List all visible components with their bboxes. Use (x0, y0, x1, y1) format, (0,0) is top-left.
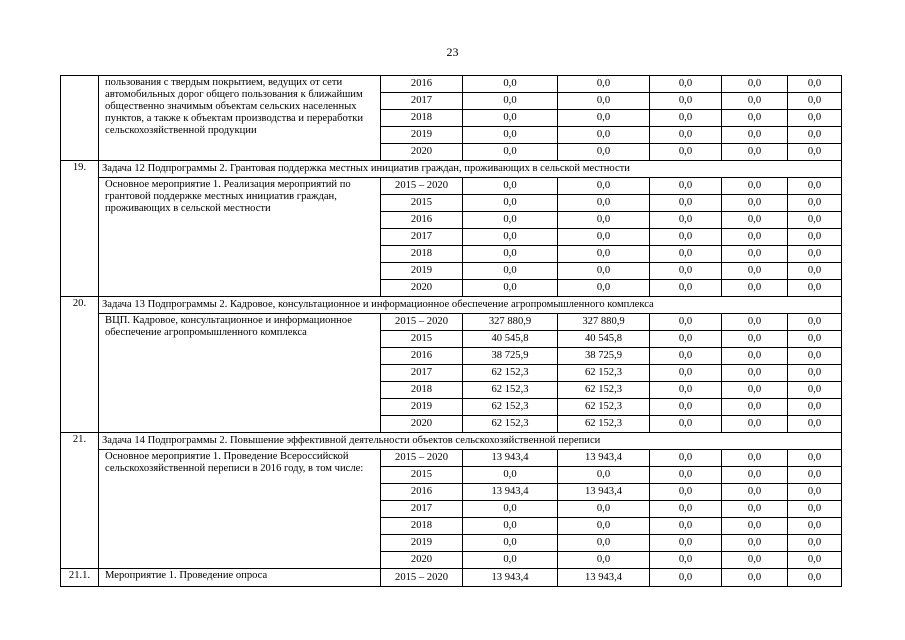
value-cell-2: 0,0 (558, 212, 650, 229)
value-cell-4: 0,0 (722, 501, 788, 518)
value-cell-2: 62 152,3 (558, 365, 650, 382)
value-cell-1: 40 545,8 (463, 331, 558, 348)
value-cell-1: 13 943,4 (463, 484, 558, 501)
year-cell: 2018 (381, 518, 463, 535)
value-cell-2: 0,0 (558, 280, 650, 297)
value-cell-3: 0,0 (650, 280, 722, 297)
value-cell-5: 0,0 (788, 552, 842, 569)
value-cell-4: 0,0 (722, 569, 788, 587)
value-cell-5: 0,0 (788, 195, 842, 212)
value-cell-1: 13 943,4 (463, 450, 558, 467)
value-cell-5: 0,0 (788, 212, 842, 229)
value-cell-3: 0,0 (650, 246, 722, 263)
value-cell-2: 0,0 (558, 195, 650, 212)
value-cell-5: 0,0 (788, 518, 842, 535)
value-cell-2: 0,0 (558, 263, 650, 280)
value-cell-4: 0,0 (722, 416, 788, 433)
value-cell-4: 0,0 (722, 76, 788, 93)
value-cell-5: 0,0 (788, 246, 842, 263)
value-cell-2: 38 725,9 (558, 348, 650, 365)
measure-name-cell: ВЦП. Кадровое, консультационное и информационное обеспечение агропромышленного комплекса (99, 314, 381, 433)
value-cell-4: 0,0 (722, 110, 788, 127)
year-cell: 2015 – 2020 (381, 450, 463, 467)
year-cell: 2015 (381, 331, 463, 348)
year-cell: 2018 (381, 110, 463, 127)
value-cell-2: 13 943,4 (558, 450, 650, 467)
value-cell-5: 0,0 (788, 348, 842, 365)
year-cell: 2019 (381, 263, 463, 280)
value-cell-5: 0,0 (788, 178, 842, 195)
value-cell-5: 0,0 (788, 110, 842, 127)
value-cell-4: 0,0 (722, 450, 788, 467)
value-cell-1: 0,0 (463, 127, 558, 144)
value-cell-4: 0,0 (722, 195, 788, 212)
value-cell-4: 0,0 (722, 212, 788, 229)
value-cell-2: 0,0 (558, 467, 650, 484)
value-cell-3: 0,0 (650, 76, 722, 93)
value-cell-3: 0,0 (650, 501, 722, 518)
year-cell: 2018 (381, 246, 463, 263)
value-cell-3: 0,0 (650, 93, 722, 110)
value-cell-1: 62 152,3 (463, 365, 558, 382)
value-cell-1: 13 943,4 (463, 569, 558, 587)
section-number-cell: 20. (61, 297, 99, 433)
value-cell-5: 0,0 (788, 484, 842, 501)
measure-name-cell: Основное мероприятие 1. Проведение Всероссийской сельскохозяйственной переписи в 2016 году, в том числе: (99, 450, 381, 569)
value-cell-5: 0,0 (788, 76, 842, 93)
year-cell: 2015 (381, 467, 463, 484)
value-cell-1: 62 152,3 (463, 416, 558, 433)
measure-name-cell: Мероприятие 1. Проведение опроса (99, 569, 381, 587)
value-cell-3: 0,0 (650, 399, 722, 416)
value-cell-5: 0,0 (788, 144, 842, 161)
value-cell-5: 0,0 (788, 535, 842, 552)
table-row (61, 569, 842, 587)
value-cell-2: 0,0 (558, 552, 650, 569)
value-cell-4: 0,0 (722, 93, 788, 110)
value-cell-3: 0,0 (650, 552, 722, 569)
table-row (61, 178, 842, 195)
value-cell-5: 0,0 (788, 263, 842, 280)
value-cell-5: 0,0 (788, 365, 842, 382)
value-cell-5: 0,0 (788, 314, 842, 331)
value-cell-1: 0,0 (463, 212, 558, 229)
value-cell-3: 0,0 (650, 110, 722, 127)
year-cell: 2015 – 2020 (381, 178, 463, 195)
year-cell: 2019 (381, 127, 463, 144)
value-cell-4: 0,0 (722, 280, 788, 297)
value-cell-1: 62 152,3 (463, 382, 558, 399)
value-cell-2: 0,0 (558, 246, 650, 263)
value-cell-5: 0,0 (788, 331, 842, 348)
value-cell-2: 0,0 (558, 144, 650, 161)
value-cell-5: 0,0 (788, 280, 842, 297)
value-cell-2: 0,0 (558, 127, 650, 144)
value-cell-3: 0,0 (650, 229, 722, 246)
measure-name-cell: пользования с твердым покрытием, ведущих от сети автомобильных дорог общего пользования к ближайшим общественно значимым объектам сельских населенных пунктов, а также к объектам производства и переработки сельскохозяйственной продукции (99, 76, 381, 161)
section-number-cell: 19. (61, 161, 99, 297)
value-cell-5: 0,0 (788, 399, 842, 416)
value-cell-4: 0,0 (722, 127, 788, 144)
year-cell: 2020 (381, 144, 463, 161)
value-cell-4: 0,0 (722, 399, 788, 416)
value-cell-3: 0,0 (650, 331, 722, 348)
value-cell-1: 0,0 (463, 552, 558, 569)
value-cell-1: 0,0 (463, 518, 558, 535)
value-cell-4: 0,0 (722, 144, 788, 161)
value-cell-5: 0,0 (788, 229, 842, 246)
value-cell-2: 0,0 (558, 110, 650, 127)
value-cell-5: 0,0 (788, 450, 842, 467)
value-cell-3: 0,0 (650, 314, 722, 331)
value-cell-1: 0,0 (463, 246, 558, 263)
year-cell: 2020 (381, 280, 463, 297)
value-cell-1: 0,0 (463, 93, 558, 110)
year-cell: 2020 (381, 416, 463, 433)
value-cell-2: 0,0 (558, 229, 650, 246)
year-cell: 2019 (381, 399, 463, 416)
value-cell-1: 62 152,3 (463, 399, 558, 416)
value-cell-4: 0,0 (722, 263, 788, 280)
table-row (61, 76, 842, 93)
value-cell-2: 0,0 (558, 76, 650, 93)
value-cell-3: 0,0 (650, 535, 722, 552)
value-cell-4: 0,0 (722, 229, 788, 246)
value-cell-4: 0,0 (722, 348, 788, 365)
value-cell-2: 0,0 (558, 501, 650, 518)
value-cell-4: 0,0 (722, 382, 788, 399)
year-cell: 2015 (381, 195, 463, 212)
value-cell-4: 0,0 (722, 484, 788, 501)
value-cell-3: 0,0 (650, 416, 722, 433)
row-number-cell: 21.1. (61, 569, 99, 587)
measure-name-cell: Основное мероприятие 1. Реализация мероприятий по грантовой поддержке местных инициатив граждан, проживающих в сельской местности (99, 178, 381, 297)
value-cell-5: 0,0 (788, 382, 842, 399)
value-cell-1: 0,0 (463, 263, 558, 280)
year-cell: 2016 (381, 484, 463, 501)
value-cell-4: 0,0 (722, 535, 788, 552)
year-cell: 2017 (381, 501, 463, 518)
value-cell-4: 0,0 (722, 314, 788, 331)
value-cell-2: 13 943,4 (558, 569, 650, 587)
value-cell-2: 62 152,3 (558, 399, 650, 416)
task-title-cell: Задача 12 Подпрограммы 2. Грантовая поддержка местных инициатив граждан, проживающих в сельской местности (99, 161, 842, 178)
value-cell-3: 0,0 (650, 365, 722, 382)
year-cell: 2018 (381, 382, 463, 399)
value-cell-2: 13 943,4 (558, 484, 650, 501)
value-cell-2: 0,0 (558, 535, 650, 552)
task-title-cell: Задача 14 Подпрограммы 2. Повышение эффективной деятельности объектов сельскохозяйственной переписи (99, 433, 842, 450)
value-cell-1: 0,0 (463, 467, 558, 484)
value-cell-3: 0,0 (650, 484, 722, 501)
value-cell-1: 0,0 (463, 110, 558, 127)
value-cell-1: 0,0 (463, 195, 558, 212)
budget-table (60, 75, 842, 587)
value-cell-5: 0,0 (788, 416, 842, 433)
value-cell-3: 0,0 (650, 127, 722, 144)
value-cell-1: 0,0 (463, 229, 558, 246)
value-cell-3: 0,0 (650, 467, 722, 484)
table-row (61, 450, 842, 467)
year-cell: 2020 (381, 552, 463, 569)
value-cell-5: 0,0 (788, 501, 842, 518)
year-cell: 2017 (381, 365, 463, 382)
value-cell-5: 0,0 (788, 467, 842, 484)
value-cell-4: 0,0 (722, 552, 788, 569)
row-number-cell (61, 76, 99, 161)
year-cell: 2016 (381, 348, 463, 365)
task-row (61, 161, 842, 178)
value-cell-3: 0,0 (650, 144, 722, 161)
year-cell: 2015 – 2020 (381, 569, 463, 587)
value-cell-4: 0,0 (722, 331, 788, 348)
value-cell-1: 0,0 (463, 144, 558, 161)
value-cell-3: 0,0 (650, 195, 722, 212)
section-number-cell: 21. (61, 433, 99, 569)
value-cell-5: 0,0 (788, 127, 842, 144)
value-cell-2: 40 545,8 (558, 331, 650, 348)
value-cell-4: 0,0 (722, 178, 788, 195)
value-cell-2: 0,0 (558, 178, 650, 195)
value-cell-4: 0,0 (722, 518, 788, 535)
value-cell-4: 0,0 (722, 467, 788, 484)
value-cell-3: 0,0 (650, 178, 722, 195)
value-cell-1: 0,0 (463, 178, 558, 195)
value-cell-1: 0,0 (463, 280, 558, 297)
value-cell-2: 0,0 (558, 93, 650, 110)
year-cell: 2016 (381, 76, 463, 93)
year-cell: 2017 (381, 229, 463, 246)
value-cell-2: 62 152,3 (558, 382, 650, 399)
value-cell-1: 327 880,9 (463, 314, 558, 331)
page-number: 23 (446, 45, 459, 59)
value-cell-4: 0,0 (722, 365, 788, 382)
value-cell-3: 0,0 (650, 212, 722, 229)
value-cell-4: 0,0 (722, 246, 788, 263)
value-cell-1: 0,0 (463, 501, 558, 518)
value-cell-1: 0,0 (463, 76, 558, 93)
table-row (61, 314, 842, 331)
value-cell-3: 0,0 (650, 263, 722, 280)
task-title-cell: Задача 13 Подпрограммы 2. Кадровое, консультационное и информационное обеспечение агропромышленного комплекса (99, 297, 842, 314)
task-row (61, 297, 842, 314)
value-cell-5: 0,0 (788, 93, 842, 110)
year-cell: 2017 (381, 93, 463, 110)
value-cell-2: 327 880,9 (558, 314, 650, 331)
value-cell-1: 0,0 (463, 535, 558, 552)
value-cell-3: 0,0 (650, 450, 722, 467)
value-cell-2: 0,0 (558, 518, 650, 535)
value-cell-3: 0,0 (650, 569, 722, 587)
value-cell-5: 0,0 (788, 569, 842, 587)
task-row (61, 433, 842, 450)
value-cell-3: 0,0 (650, 382, 722, 399)
value-cell-3: 0,0 (650, 348, 722, 365)
year-cell: 2019 (381, 535, 463, 552)
value-cell-3: 0,0 (650, 518, 722, 535)
value-cell-2: 62 152,3 (558, 416, 650, 433)
year-cell: 2016 (381, 212, 463, 229)
year-cell: 2015 – 2020 (381, 314, 463, 331)
value-cell-1: 38 725,9 (463, 348, 558, 365)
